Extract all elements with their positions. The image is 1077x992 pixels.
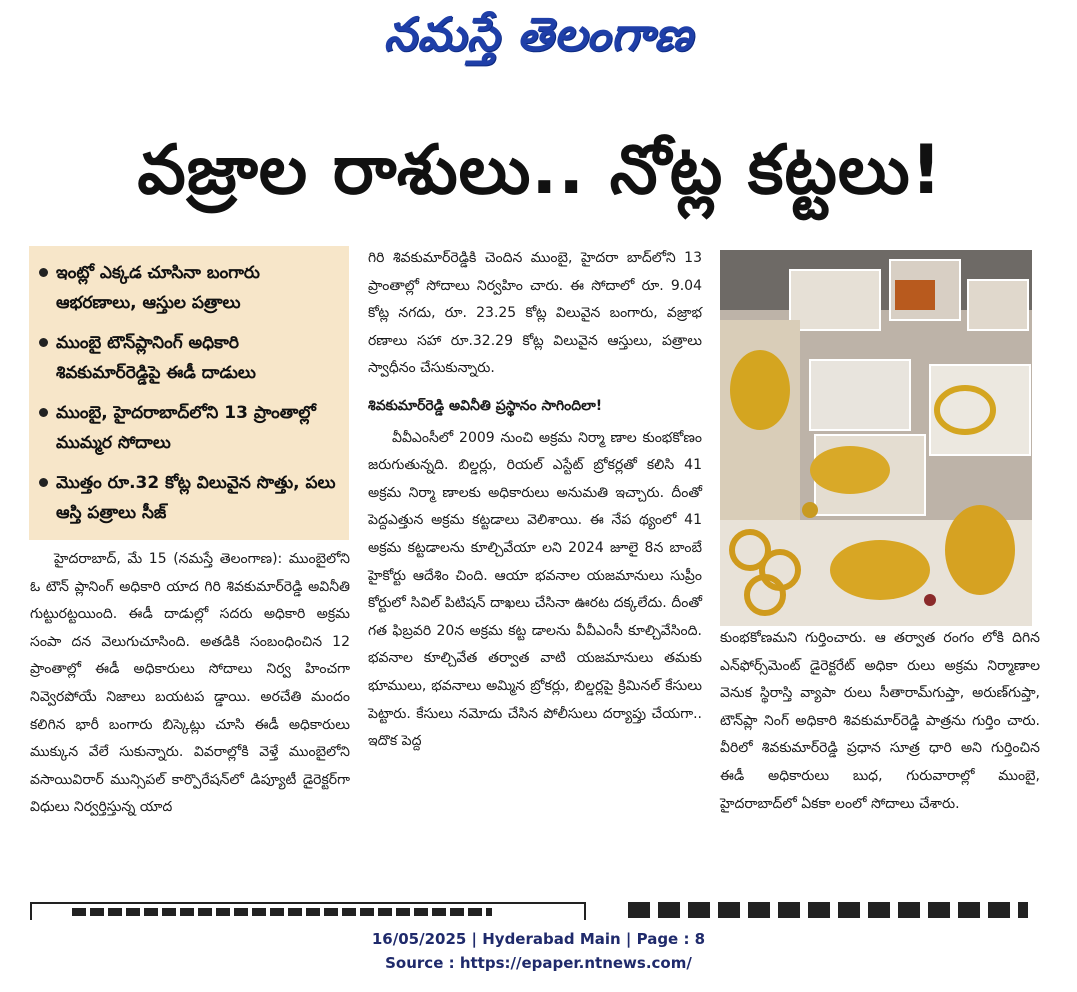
article-column-1 — [30, 546, 350, 822]
headline — [20, 128, 1060, 228]
seized-jewellery-photo — [720, 250, 1032, 626]
highlight-item: ముంబై, హైదరాబాద్‌లోని 13 ప్రాంతాల్లో ముమ్మర సోదాలు — [39, 398, 341, 458]
footer-date-edition: 16/05/2025 | Hyderabad Main | Page : 8 — [371, 930, 706, 948]
bullet-icon — [39, 268, 48, 277]
article-column-2 — [368, 245, 702, 756]
footer-source: Source : https://epaper.ntnews.com/ — [385, 954, 692, 972]
article-paragraph: హైదరాబాద్, మే 15 (నమస్తే తెలంగాణ): ముంబైలోని ఓ టౌన్ ప్లానింగ్ అధికారి యాద గిరి శివకుమార్‌రెడ్డి అవినీతి గుట్టురట్టయింది. ఈడీ దాడుల్లో సదరు అధికారి అక్రమ సంపా దన వెలుగుచూసింది. అతడికి సంబంధించిన 12 ప్రాంతాల్లో ఈడీ అధికారులు సోదాలు నిర్వ హించగా నివ్వెరపోయే నిజాలు బయటప డ్డాయి. అరచేతి మందం కలిగిన భారీ బంగారు బిస్కెట్లు చూసి ఈడీ అధికారులు ముక్కున వేలే సుకున్నారు. వివరాల్లోకి వెళ్తే ముంబైలోని వసాయివిరార్ మున్సిపల్ కార్పొరేషన్‌లో డిప్యూటీ డైరెక్టర్‌గా విధులు నిర్వర్తిస్తున్న యాద — [30, 551, 350, 816]
bullet-icon — [39, 478, 48, 487]
bullet-icon — [39, 408, 48, 417]
masthead — [0, 0, 1077, 80]
headline-text: వజ్రాల రాశులు.. నోట్ల కట్టలు! — [137, 130, 943, 210]
next-article-headline — [628, 902, 1028, 918]
bullet-icon — [39, 338, 48, 347]
highlight-item: మొత్తం రూ.32 కోట్ల విలువైన సొత్తు, పలు ఆస్తి పత్రాలు సీజ్ — [39, 468, 341, 528]
next-article-box — [30, 902, 586, 920]
article-subheading: శివకుమార్‌రెడ్డి అవినీతి ప్రస్థానం సాగిందిలా! — [368, 397, 603, 414]
newspaper-logo: నమస్తే తెలంగాణ — [383, 7, 694, 61]
highlight-item: ముంబై టౌన్‌ప్లానింగ్ అధికారి శివకుమార్‌రెడ్డిపై ఈడీ దాడులు — [39, 328, 341, 388]
highlights-box — [29, 246, 349, 540]
article-paragraph: వీవీఎంసీలో 2009 నుంచి అక్రమ నిర్మా ణాల కుంభకోణం జరుగుతున్నది. బిల్డర్లు, రియల్ ఎస్టేట్ బ్రోకర్లతో కలిసి 41 అక్రమ నిర్మా ణాలకు అధికారులు అనుమతి ఇచ్చారు. దీంతో పెద్దఎత్తున అక్రమ కట్టడాలు వెలిశాయి. ఈ నేప థ్యంలో 41 అక్రమ కట్టడాలను కూల్చివేయా లని 2024 జూలై 8న బాంబే హైకోర్టు ఆదేశిం చింది. ఆయా భవనాల యజమానులు సుప్రీం కోర్టులో సివిల్ పిటిషన్ దాఖలు చేసినా ఊరట దక్కలేదు. దీంతో గత ఫిబ్రవరి 20న అక్రమ కట్ట డాలను వీవీఎంసీ కూల్చివేసింది. భవనాల కూల్చివేత తర్వాత వాటి యజమానులు తమకు భూములు, భవనాలు అమ్మిన బ్రోకర్లు, బిల్డర్లపై క్రిమినల్ కేసులు పెట్టారు. కేసులు నమోదు చేసిన పోలీసులు దర్యాప్తు చేయగా.. ఇదొక పెద్ద — [368, 429, 702, 750]
article-paragraph: గిరి శివకుమార్‌రెడ్డికి చెందిన ముంబై, హైదరా బాద్‌లోని 13 ప్రాంతాల్లో సోదాలు నిర్వహిం చారు. ఈ సోదాలో రూ. 9.04 కోట్ల నగదు, రూ. 23.25 కోట్ల విలువైన బంగారు, వజ్రాభ రణాలు సహా రూ.32.29 కోట్ల విలువైన ఆస్తులు, పత్రాలు స్వాధీనం చేసుకున్నారు. — [368, 250, 702, 377]
jewellery-photo-image — [720, 250, 1032, 626]
next-article-heading — [72, 908, 492, 916]
article-column-3 — [720, 625, 1040, 818]
article-paragraph: కుంభకోణమని గుర్తించారు. ఆ తర్వాత రంగం లోకి దిగిన ఎన్‌ఫోర్స్‌మెంట్ డైరెక్టరేట్ అధికా రులు అక్రమ నిర్మాణాల వెనుక స్థిరాస్తి వ్యాపా రులు సీతారామ్‌గుప్తా, అరుణ్‌గుప్తా, టౌన్‌ప్లా నింగ్ అధికారి శివకుమార్‌రెడ్డి పాత్రను గుర్తిం చారు. వీరిలో శివకుమార్‌రెడ్డి ప్రధాన సూత్ర ధారి అని గుర్తించిన ఈడీ అధికారులు బుధ, గురువారాల్లో ముంబై, హైదరాబాద్‌లో ఏకకా లంలో సోదాలు చేశారు. — [720, 630, 1040, 812]
highlight-item: ఇంట్లో ఎక్కడ చూసినా బంగారు ఆభరణాలు, ఆస్తుల పత్రాలు — [39, 258, 341, 318]
